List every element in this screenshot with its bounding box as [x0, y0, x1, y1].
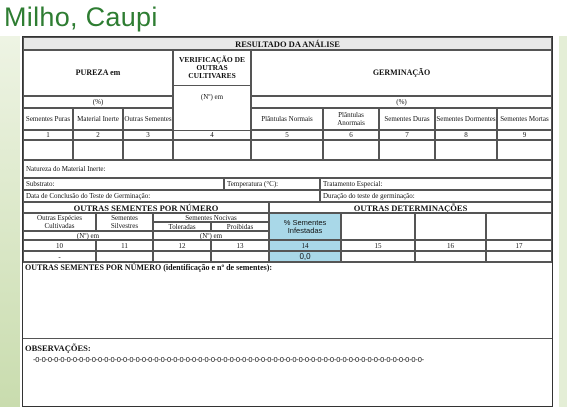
pureza-col: Sementes Puras	[23, 108, 73, 130]
pureza-num: 2	[73, 130, 123, 140]
outras-num: 13	[211, 240, 269, 251]
silvestres-header: Sementes Silvestres	[96, 213, 153, 231]
observacoes-box[interactable]	[23, 338, 552, 406]
verificacao-value-cell[interactable]	[173, 140, 251, 160]
pureza-num: 1	[23, 130, 73, 140]
slide-title: Milho, Caupi	[4, 2, 158, 32]
substrato-field[interactable]: Substrato:	[23, 178, 224, 190]
outras-num: 10	[23, 240, 96, 251]
verificacao-title: VERIFICAÇÃO DE OUTRAS CULTIVARES	[173, 50, 251, 86]
pureza-value-cell[interactable]	[23, 140, 73, 160]
outras-identificacao-label: OUTRAS SEMENTES POR NÚMERO (identificação e nº de sementes):	[25, 263, 273, 272]
outras-num: 12	[153, 240, 211, 251]
germinacao-value-cell[interactable]	[379, 140, 435, 160]
determinacao-value[interactable]	[486, 251, 552, 262]
slide-decoration-left	[0, 36, 20, 407]
slide-decoration-right	[559, 36, 567, 407]
germinacao-value-cell[interactable]	[323, 140, 379, 160]
observacoes-text: -0-0-0-0-0-0-0-0-0-0-0-0-0-0-0-0-0-0-0-0-0-0-0-0-0-0-0-0-0-0-0-0-0-0-0-0-0-0-0-0-0-0-0-0-0-0-0-0-0-0-0-0-0-0-0-0-0-0-0-0-0-0-	[33, 355, 424, 364]
pureza-value-cell[interactable]	[73, 140, 123, 160]
determinacao-value[interactable]	[415, 251, 486, 262]
outras-value[interactable]	[153, 251, 211, 262]
pureza-col: Outras Sementes	[123, 108, 173, 130]
nocivas-header: Sementes Nocivas	[153, 213, 269, 222]
pureza-unit: (%)	[23, 96, 173, 108]
germinacao-num: 8	[435, 130, 497, 140]
germinacao-num: 6	[323, 130, 379, 140]
germinacao-col: Plântulas Normais	[251, 108, 323, 130]
pureza-col: Material Inerte	[73, 108, 123, 130]
duracao-field[interactable]: Duração do teste de germinação:	[320, 190, 552, 202]
germinacao-value-cell[interactable]	[497, 140, 552, 160]
verificacao-num: 4	[173, 130, 251, 140]
germinacao-num: 7	[379, 130, 435, 140]
germinacao-col: Sementes Duras	[379, 108, 435, 130]
infestadas-value[interactable]: 0,0	[269, 251, 341, 262]
determinacao-num: 16	[415, 240, 486, 251]
germinacao-col: Sementes Mortas	[497, 108, 552, 130]
nocivas-unit: (Nº) em	[153, 231, 269, 240]
outras-especies-header: Outras Espécies Cultivadas	[23, 213, 96, 231]
natureza-field[interactable]: Natureza do Material Inerte:	[23, 160, 552, 178]
pureza-title: PUREZA em	[23, 50, 173, 96]
infestadas-header: % Sementes Infestadas	[269, 213, 341, 240]
outras-value[interactable]	[96, 251, 153, 262]
germinacao-col: Sementes Dormentes	[435, 108, 497, 130]
observacoes-label: OBSERVAÇÕES:	[25, 343, 91, 353]
germinacao-num: 9	[497, 130, 552, 140]
outras-determinacoes-title: OUTRAS DETERMINAÇÕES	[269, 202, 552, 213]
determinacao-header-blank	[415, 213, 486, 240]
toleradas-header: Toleradas	[153, 222, 211, 231]
determinacao-value[interactable]	[341, 251, 415, 262]
verificacao-unit: (Nº) em	[174, 86, 250, 108]
determinacao-num: 15	[341, 240, 415, 251]
pureza-num: 3	[123, 130, 173, 140]
germinacao-title: GERMINAÇÃO	[251, 50, 552, 96]
outras-identificacao-box[interactable]	[23, 262, 552, 338]
verificacao-border	[173, 86, 251, 130]
temperatura-field[interactable]: Temperatura (°C):	[224, 178, 320, 190]
outras-sementes-unit: (Nº) em	[23, 231, 153, 240]
determinacao-num: 14	[269, 240, 341, 251]
germinacao-value-cell[interactable]	[251, 140, 323, 160]
germinacao-unit: (%)	[251, 96, 552, 108]
result-header: RESULTADO DA ANÁLISE	[23, 37, 552, 50]
analysis-form	[22, 36, 553, 407]
outras-value[interactable]: -	[23, 251, 96, 262]
data-conclusao-field[interactable]: Data de Conclusão do Teste de Germinação:	[23, 190, 320, 202]
germinacao-value-cell[interactable]	[435, 140, 497, 160]
germinacao-col: Plântulas Anormais	[323, 108, 379, 130]
pureza-value-cell[interactable]	[123, 140, 173, 160]
proibidas-header: Proibidas	[211, 222, 269, 231]
outras-sementes-title: OUTRAS SEMENTES POR NÚMERO	[23, 202, 269, 213]
germinacao-num: 5	[251, 130, 323, 140]
tratamento-field[interactable]: Tratamento Especial:	[320, 178, 552, 190]
outras-num: 11	[96, 240, 153, 251]
determinacao-num: 17	[486, 240, 552, 251]
determinacao-header-blank	[341, 213, 415, 240]
determinacao-header-blank	[486, 213, 552, 240]
outras-value[interactable]	[211, 251, 269, 262]
